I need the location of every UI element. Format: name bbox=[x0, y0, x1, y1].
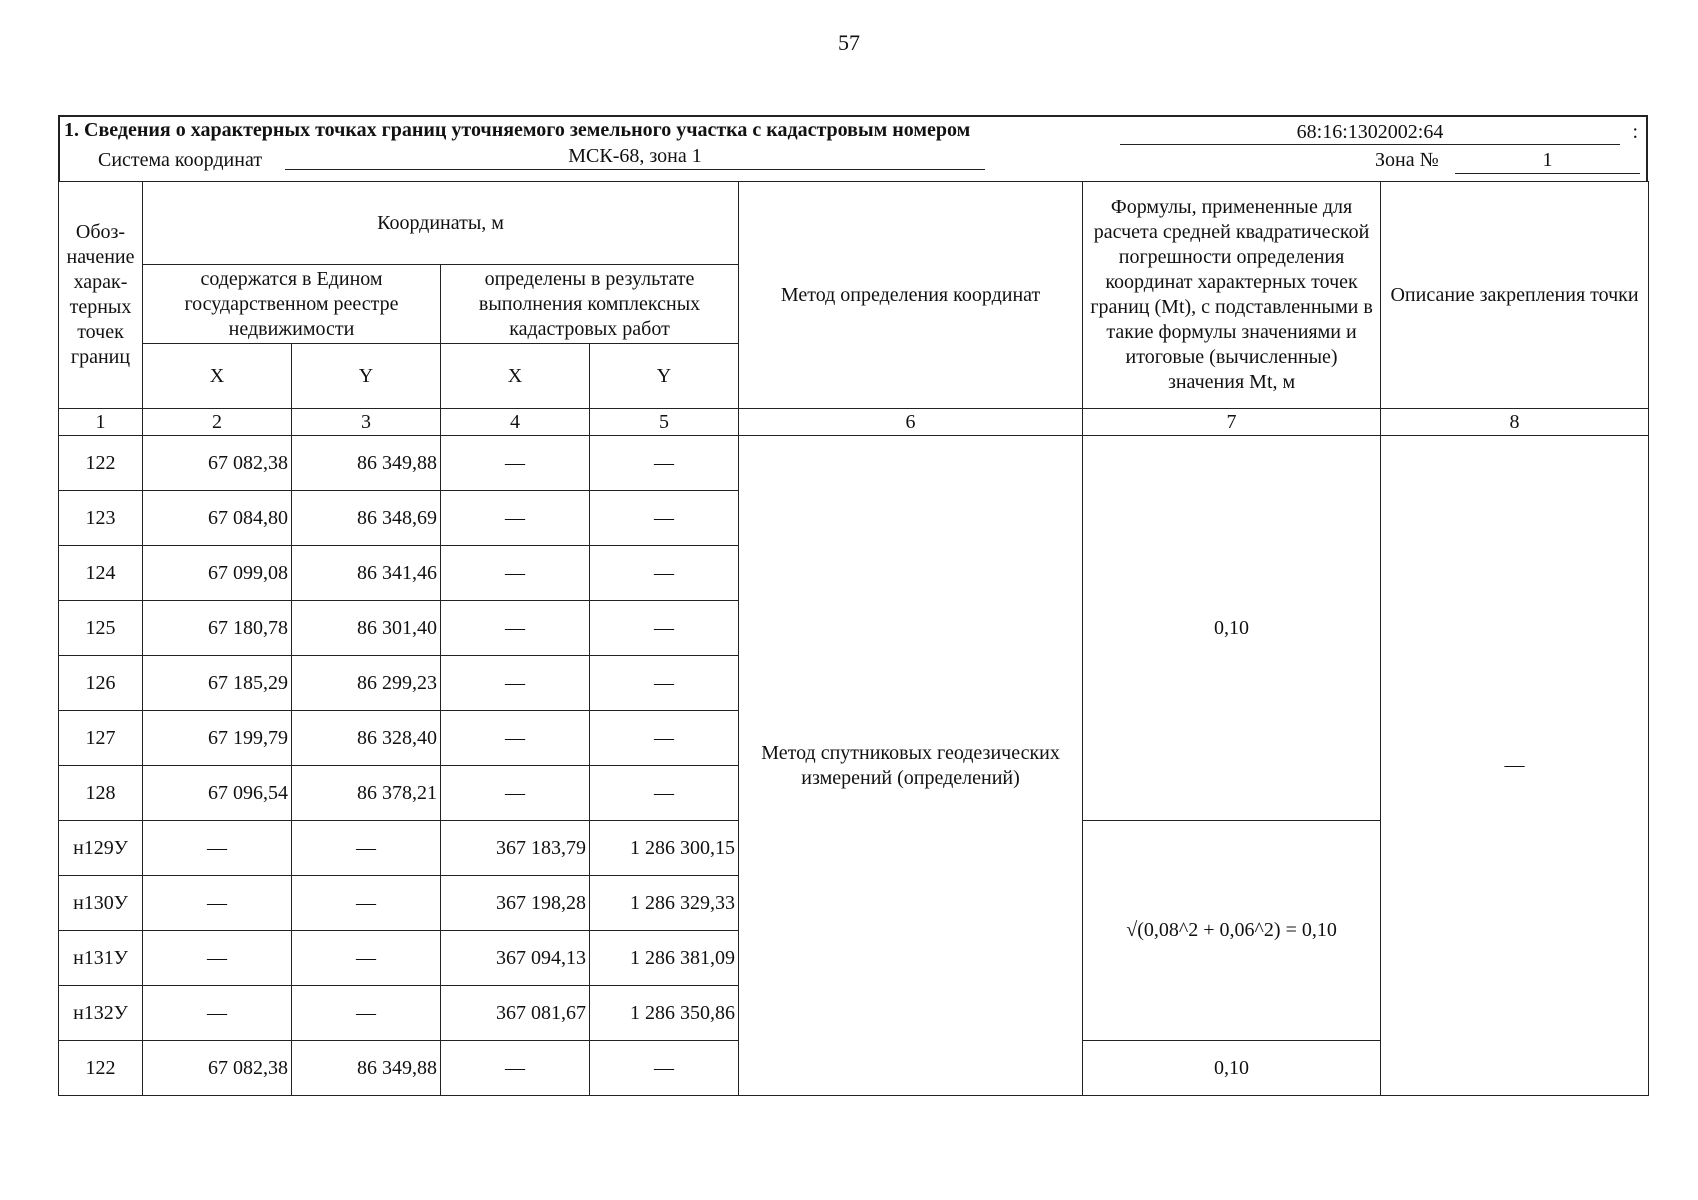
header-y1: Y bbox=[292, 344, 441, 409]
point-id: 123 bbox=[59, 491, 143, 546]
egrn-y: 86 301,40 bbox=[292, 601, 441, 656]
kkr-y: — bbox=[590, 711, 739, 766]
kkr-y: 1 286 329,33 bbox=[590, 876, 739, 931]
kkr-y: 1 286 381,09 bbox=[590, 931, 739, 986]
kkr-x: 367 183,79 bbox=[441, 821, 590, 876]
kkr-x: — bbox=[441, 656, 590, 711]
kkr-y: — bbox=[590, 1041, 739, 1096]
kkr-y: — bbox=[590, 436, 739, 491]
egrn-y: — bbox=[292, 876, 441, 931]
kkr-x: — bbox=[441, 766, 590, 821]
egrn-x: 67 185,29 bbox=[143, 656, 292, 711]
kkr-y: — bbox=[590, 601, 739, 656]
kkr-y: — bbox=[590, 656, 739, 711]
cadastral-number-line bbox=[1120, 121, 1650, 145]
egrn-x: 67 082,38 bbox=[143, 436, 292, 491]
column-number: 3 bbox=[292, 409, 441, 436]
kkr-x: — bbox=[441, 1041, 590, 1096]
egrn-x: — bbox=[143, 821, 292, 876]
egrn-y: 86 378,21 bbox=[292, 766, 441, 821]
egrn-y: — bbox=[292, 986, 441, 1041]
kkr-x: 367 198,28 bbox=[441, 876, 590, 931]
point-id: н131У bbox=[59, 931, 143, 986]
egrn-y: 86 348,69 bbox=[292, 491, 441, 546]
egrn-y: 86 341,46 bbox=[292, 546, 441, 601]
egrn-x: 67 096,54 bbox=[143, 766, 292, 821]
table-row bbox=[59, 436, 1649, 491]
egrn-y: 86 328,40 bbox=[292, 711, 441, 766]
egrn-y: 86 299,23 bbox=[292, 656, 441, 711]
point-id: 124 bbox=[59, 546, 143, 601]
zone-label: Зона № bbox=[1375, 149, 1439, 171]
mt-group-1: 0,10 bbox=[1083, 436, 1381, 821]
kkr-x: — bbox=[441, 711, 590, 766]
mt-group-2: √(0,08^2 + 0,06^2) = 0,10 bbox=[1083, 821, 1381, 1041]
section-title: 1. Сведения о характерных точках границ уточняемого земельного участка с кадастровым номером bbox=[64, 119, 971, 141]
zone-value: 1 bbox=[1455, 149, 1640, 174]
kkr-x: — bbox=[441, 601, 590, 656]
kkr-x: — bbox=[441, 491, 590, 546]
header-egrn: содержатся в Едином государственном реестре недвижимости bbox=[143, 265, 441, 344]
point-id: н129У bbox=[59, 821, 143, 876]
kkr-y: — bbox=[590, 491, 739, 546]
kkr-y: — bbox=[590, 546, 739, 601]
point-id: 128 bbox=[59, 766, 143, 821]
kkr-x: 367 081,67 bbox=[441, 986, 590, 1041]
kkr-y: 1 286 350,86 bbox=[590, 986, 739, 1041]
header-designation: Обоз-начение харак-терных точек границ bbox=[59, 182, 143, 409]
coord-system-label: Система координат bbox=[98, 149, 263, 171]
egrn-x: 67 082,38 bbox=[143, 1041, 292, 1096]
egrn-x: — bbox=[143, 986, 292, 1041]
section-header bbox=[58, 115, 1648, 181]
header-coordinates: Координаты, м bbox=[143, 182, 739, 265]
document-body bbox=[58, 115, 1648, 1096]
point-id: 122 bbox=[59, 1041, 143, 1096]
column-number: 5 bbox=[590, 409, 739, 436]
point-id: н130У bbox=[59, 876, 143, 931]
egrn-x: — bbox=[143, 931, 292, 986]
method-cell: Метод спутниковых геодезических измерений (определений) bbox=[739, 436, 1083, 1096]
egrn-y: 86 349,88 bbox=[292, 1041, 441, 1096]
page-number: 57 bbox=[838, 30, 860, 55]
egrn-x: 67 199,79 bbox=[143, 711, 292, 766]
kkr-x: — bbox=[441, 436, 590, 491]
column-number: 2 bbox=[143, 409, 292, 436]
kkr-y: 1 286 300,15 bbox=[590, 821, 739, 876]
column-number-row bbox=[59, 409, 1649, 436]
point-id: 127 bbox=[59, 711, 143, 766]
kkr-y: — bbox=[590, 766, 739, 821]
egrn-y: 86 349,88 bbox=[292, 436, 441, 491]
header-x2: X bbox=[441, 344, 590, 409]
description-cell: — bbox=[1381, 436, 1649, 1096]
point-id: 125 bbox=[59, 601, 143, 656]
egrn-x: — bbox=[143, 876, 292, 931]
coord-system-value: МСК-68, зона 1 bbox=[285, 145, 985, 170]
column-number: 6 bbox=[739, 409, 1083, 436]
column-number: 1 bbox=[59, 409, 143, 436]
egrn-y: — bbox=[292, 821, 441, 876]
kkr-x: — bbox=[441, 546, 590, 601]
egrn-y: — bbox=[292, 931, 441, 986]
point-id: 126 bbox=[59, 656, 143, 711]
egrn-x: 67 099,08 bbox=[143, 546, 292, 601]
header-method: Метод определения координат bbox=[739, 182, 1083, 409]
cadastral-colon: : bbox=[1632, 121, 1638, 143]
column-number: 7 bbox=[1083, 409, 1381, 436]
header-kkr: определены в результате выполнения комплексных кадастровых работ bbox=[441, 265, 739, 344]
kkr-x: 367 094,13 bbox=[441, 931, 590, 986]
point-id: н132У bbox=[59, 986, 143, 1041]
header-x1: X bbox=[143, 344, 292, 409]
points-table bbox=[58, 181, 1649, 1096]
egrn-x: 67 180,78 bbox=[143, 601, 292, 656]
mt-group-3: 0,10 bbox=[1083, 1041, 1381, 1096]
column-number: 8 bbox=[1381, 409, 1649, 436]
header-formula: Формулы, примененные для расчета средней квадратической погрешности определения координат характерных точек границ (Mt), с подставленными в такие формулы значениями и итоговые (вычисленные) значения Mt, м bbox=[1083, 182, 1381, 409]
egrn-x: 67 084,80 bbox=[143, 491, 292, 546]
point-id: 122 bbox=[59, 436, 143, 491]
header-description: Описание закрепления точки bbox=[1381, 182, 1649, 409]
column-number: 4 bbox=[441, 409, 590, 436]
header-y2: Y bbox=[590, 344, 739, 409]
cadastral-number: 68:16:1302002:64 bbox=[1120, 121, 1620, 145]
